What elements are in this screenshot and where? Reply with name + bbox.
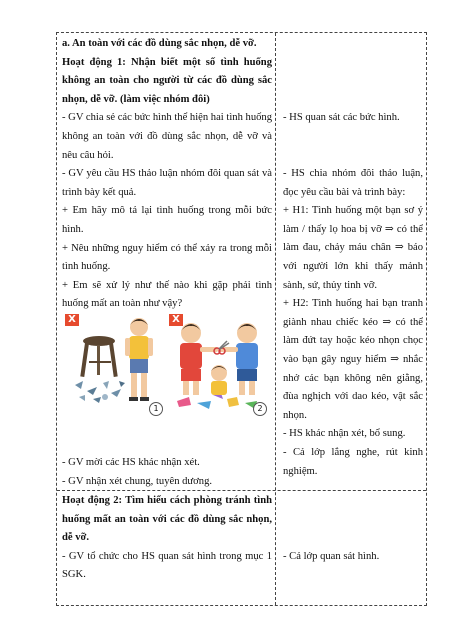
lesson-table xyxy=(56,32,427,606)
image-number-badge: 2 xyxy=(253,402,267,416)
teacher-line: - GV nhận xét chung, tuyên dương. xyxy=(62,475,213,487)
student-line: - Cả lớp quan sát hình. xyxy=(283,551,380,562)
column-divider xyxy=(275,33,276,605)
teacher-column-activity2 xyxy=(62,492,272,585)
teacher-column-section-a xyxy=(62,35,272,314)
teacher-line: - GV tổ chức cho HS quan sát hình trong mục 1 SGK. xyxy=(62,550,272,581)
illustration-broken-vase xyxy=(63,311,167,419)
teacher-line: - GV mời các HS khác nhận xét. xyxy=(62,457,200,468)
wrong-mark-icon: X xyxy=(169,314,183,326)
teacher-line: + Em hãy mô tả lại tình huống trong mỗi bức hình. xyxy=(62,205,272,235)
teacher-after-block xyxy=(62,454,272,491)
student-line: - Cả lớp lắng nghe, rút kinh nghiệm. xyxy=(283,446,423,477)
illustration-scissors-fight xyxy=(167,311,271,419)
student-line: - HS quan sát các bức hình. xyxy=(283,112,400,123)
student-line: + H2: Tình huống hai bạn tranh giành nhau chiếc kéo ⇒ có thể làm đứt tay hoặc kéo nhọn chọc vào bạn gây nguy hiểm ⇒ nhắc nhở các bạn không nên giằng, đùa nghịch với dao kéo, vật sắc nhọn. xyxy=(283,298,423,421)
section-heading: a. An toàn với các đồ dùng sắc nhọn, dễ vỡ. xyxy=(62,38,257,49)
student-column-section-a xyxy=(283,165,423,481)
image-number-badge: 1 xyxy=(149,402,163,416)
teacher-line: + Nêu những nguy hiểm có thể xảy ra trong mỗi tình huống. xyxy=(62,242,272,273)
student-line: - HS khác nhận xét, bổ sung. xyxy=(283,428,406,440)
student-line: + H1: Tình huống một bạn sơ ý làm / thấy lọ hoa bị vỡ ⇒ có thể làm đau, chảy máu chân ⇒ báo với người lớn khi thấy mảnh sành, sứ, thủy tinh vỡ. xyxy=(283,205,423,291)
activity2-title: Hoạt động 2: Tìm hiểu cách phòng tránh tình huống mất an toàn với các đồ dùng sắc nhọn, dễ vỡ. xyxy=(62,495,272,544)
teacher-line: - GV yêu cầu HS thảo luận nhóm đôi quan sát và trình bày kết quả. xyxy=(62,168,272,198)
teacher-line: + Em sẽ xử lý như thế nào khi gặp phải tình huống mất an toàn như vậy? xyxy=(62,279,272,310)
activity1-title: Hoạt động 1: Nhận biết một số tình huống không an toàn cho người từ các đồ dùng sắc nhọn, dễ vỡ. (làm việc nhóm đôi) xyxy=(62,56,272,105)
student-line: - HS chia nhóm đôi thảo luận, đọc yêu cầu bài và trình bày: xyxy=(283,168,423,198)
teacher-line: - GV chia sẻ các bức hình thể hiện hai tình huống không an toàn với đồ dùng sắc nhọn, dễ vỡ và nêu câu hỏi. xyxy=(62,112,273,161)
illustration-row xyxy=(57,311,275,419)
wrong-mark-icon: X xyxy=(65,314,79,326)
